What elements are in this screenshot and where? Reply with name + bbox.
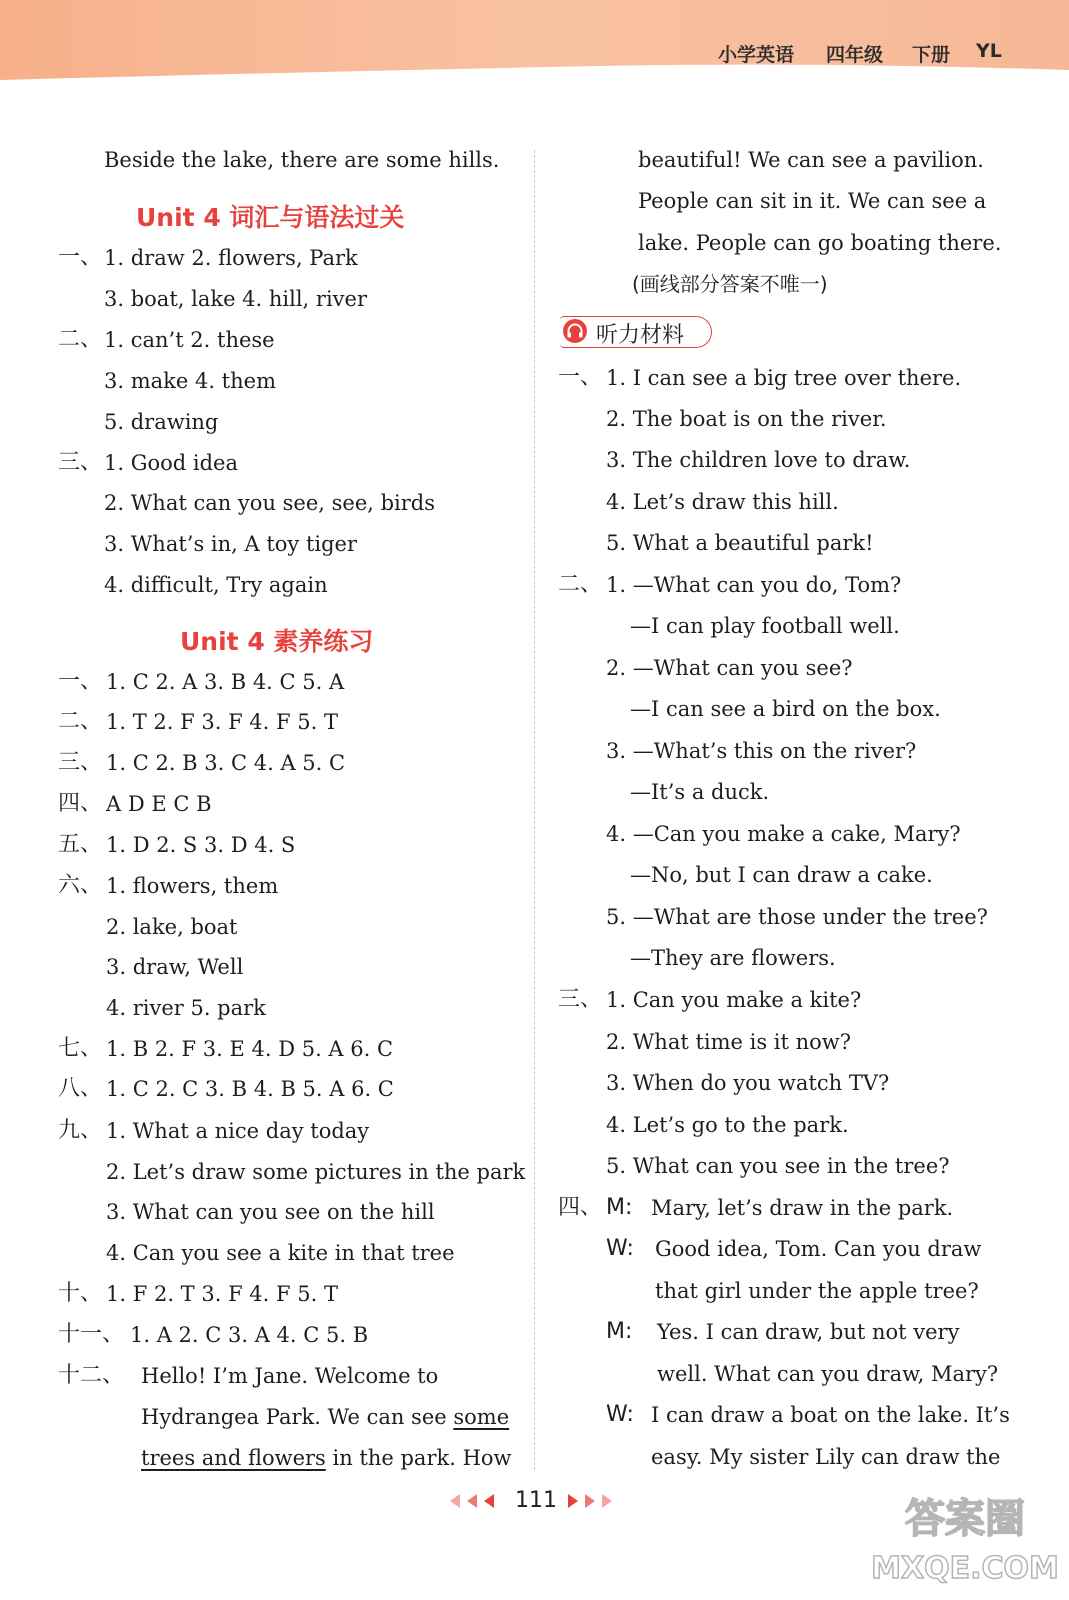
q12-line-2-text: Hydrangea Park. We can see [141, 1405, 454, 1429]
listening-item: 1. —What can you do, Tom? [606, 573, 902, 597]
listening-item: —I can see a bird on the box. [630, 697, 941, 721]
practice-label: 九、 [58, 1118, 103, 1143]
vocab-label-3: 三、 [58, 450, 103, 475]
listening-item: 2. What time is it now? [606, 1030, 852, 1054]
listening-item: 3. The children love to draw. [606, 448, 911, 472]
practice-row: 1. F 2. T 3. F 4. F 5. T [106, 1282, 338, 1306]
q12-line-1: Hello! I’m Jane. Welcome to [141, 1364, 439, 1388]
practice-row: A D E C B [106, 792, 212, 816]
practice-row: 3. What can you see on the hill [106, 1200, 435, 1224]
practice-row: 3. draw, Well [106, 955, 244, 979]
headphones-icon [562, 318, 588, 344]
listening-item: 5. What can you see in the tree? [606, 1154, 950, 1178]
practice-row: 1. C 2. B 3. C 4. A 5. C [106, 751, 346, 775]
dialogue-line: I can draw a boat on the lake. It’s [651, 1403, 1010, 1427]
watermark-logo [870, 1480, 1060, 1590]
speaker-label: M: [606, 1195, 633, 1220]
page-number: 111 [515, 1488, 557, 1513]
watermark-logo-text: 答案圈 [905, 1496, 1025, 1542]
practice-row: 2. Let’s draw some pictures in the park [106, 1160, 526, 1184]
vocab-row: 3. boat, lake 4. hill, river [104, 287, 367, 311]
practice-row: 4. Can you see a kite in that tree [106, 1241, 455, 1265]
header-volume: 下册 [912, 44, 951, 66]
listening-section-label: 二、 [558, 572, 603, 597]
dialogue-line: Mary, let’s draw in the park. [651, 1196, 954, 1220]
dialogue-line: Yes. I can draw, but not very [657, 1320, 960, 1344]
column-divider [534, 150, 535, 1470]
listening-item: 4. Let’s go to the park. [606, 1113, 849, 1137]
dialogue-line: Good idea, Tom. Can you draw [655, 1237, 982, 1261]
practice-label: 四、 [58, 791, 103, 816]
vocab-row: 1. can’t 2. these [104, 328, 275, 352]
listening-section-label: 三、 [558, 987, 603, 1012]
practice-label: 七、 [58, 1036, 103, 1061]
listening-section-label: 四、 [558, 1195, 603, 1220]
q12-label: 十二、 [58, 1363, 125, 1388]
q12-line-2 [141, 1403, 509, 1431]
listening-item: 4. —Can you make a cake, Mary? [606, 822, 961, 846]
vocab-row: 3. make 4. them [104, 369, 276, 393]
listening-item: 2. The boat is on the river. [606, 407, 887, 431]
q12-line-3-text: in the park. How [325, 1446, 512, 1470]
continued-line: beautiful! We can see a pavilion. [638, 148, 984, 172]
practice-label: 五、 [58, 832, 103, 857]
continued-line: People can sit in it. We can see a [638, 189, 987, 213]
dialogue-line: that girl under the apple tree? [655, 1279, 979, 1303]
intro-line: Beside the lake, there are some hills. [104, 148, 500, 172]
vocab-row: 1. Good idea [104, 451, 238, 475]
listening-item: —They are flowers. [630, 946, 836, 970]
practice-label: 二、 [58, 709, 103, 734]
vocab-label-1: 一、 [58, 245, 103, 270]
q12-underlined-answer: some [453, 1405, 510, 1429]
left-arrows-icon [450, 1494, 500, 1508]
vocab-row: 3. What’s in, A toy tiger [104, 532, 358, 556]
listening-item: 1. Can you make a kite? [606, 988, 862, 1012]
listening-item: —I can play football well. [630, 614, 900, 638]
continued-line: lake. People can go boating there. [638, 231, 1002, 255]
listening-item: 4. Let’s draw this hill. [606, 490, 839, 514]
unit4-vocab-title: Unit 4 词汇与语法过关 [136, 203, 405, 232]
practice-row: 1. A 2. C 3. A 4. C 5. B [130, 1323, 369, 1347]
listening-item: 3. —What’s this on the river? [606, 739, 917, 763]
vocab-row: 4. difficult, Try again [104, 573, 328, 597]
practice-label: 一、 [58, 669, 103, 694]
practice-label: 十、 [58, 1281, 103, 1306]
watermark-site: MXQE.COM [871, 1551, 1059, 1586]
practice-label: 八、 [58, 1076, 103, 1101]
listening-item: 1. I can see a big tree over there. [606, 366, 962, 390]
practice-row: 1. What a nice day today [106, 1119, 370, 1143]
vocab-row: 5. drawing [104, 410, 219, 434]
practice-label: 十一、 [58, 1322, 125, 1347]
q12-line-3 [141, 1444, 512, 1472]
listening-item: 5. What a beautiful park! [606, 531, 874, 555]
listening-item: —It’s a duck. [630, 780, 770, 804]
practice-row: 1. T 2. F 3. F 4. F 5. T [106, 710, 338, 734]
practice-row: 1. C 2. A 3. B 4. C 5. A [106, 670, 345, 694]
listening-section-label: 一、 [558, 365, 603, 390]
dialogue-line: easy. My sister Lily can draw the [651, 1445, 1001, 1469]
vocab-label-2: 二、 [58, 327, 103, 352]
practice-row: 2. lake, boat [106, 915, 238, 939]
vocab-row: 2. What can you see, see, birds [104, 491, 436, 515]
header-banner [0, 0, 1069, 85]
q12-underlined-answer: trees and flowers [141, 1446, 326, 1470]
answer-note: (画线部分答案不唯一) [632, 272, 828, 296]
practice-row: 4. river 5. park [106, 996, 266, 1020]
header-grade: 四年级 [826, 44, 884, 66]
speaker-label: W: [606, 1402, 634, 1427]
listening-item: 2. —What can you see? [606, 656, 853, 680]
right-arrows-icon [568, 1494, 618, 1508]
speaker-label: M: [606, 1319, 633, 1344]
header-subject: 小学英语 [718, 44, 795, 66]
practice-row: 1. C 2. C 3. B 4. B 5. A 6. C [106, 1077, 394, 1101]
speaker-label: W: [606, 1236, 634, 1261]
practice-label: 三、 [58, 750, 103, 775]
practice-label: 六、 [58, 873, 103, 898]
practice-row: 1. D 2. S 3. D 4. S [106, 833, 296, 857]
unit4-practice-title: Unit 4 素养练习 [180, 627, 374, 656]
listening-item: —No, but I can draw a cake. [630, 863, 933, 887]
vocab-row: 1. draw 2. flowers, Park [104, 246, 358, 270]
listening-item: 5. —What are those under the tree? [606, 905, 988, 929]
practice-row: 1. flowers, them [106, 874, 279, 898]
listening-title: 听力材料 [596, 323, 685, 348]
dialogue-line: well. What can you draw, Mary? [657, 1362, 999, 1386]
header-edition: YL [976, 40, 1002, 62]
practice-row: 1. B 2. F 3. E 4. D 5. A 6. C [106, 1037, 394, 1061]
listening-item: 3. When do you watch TV? [606, 1071, 890, 1095]
